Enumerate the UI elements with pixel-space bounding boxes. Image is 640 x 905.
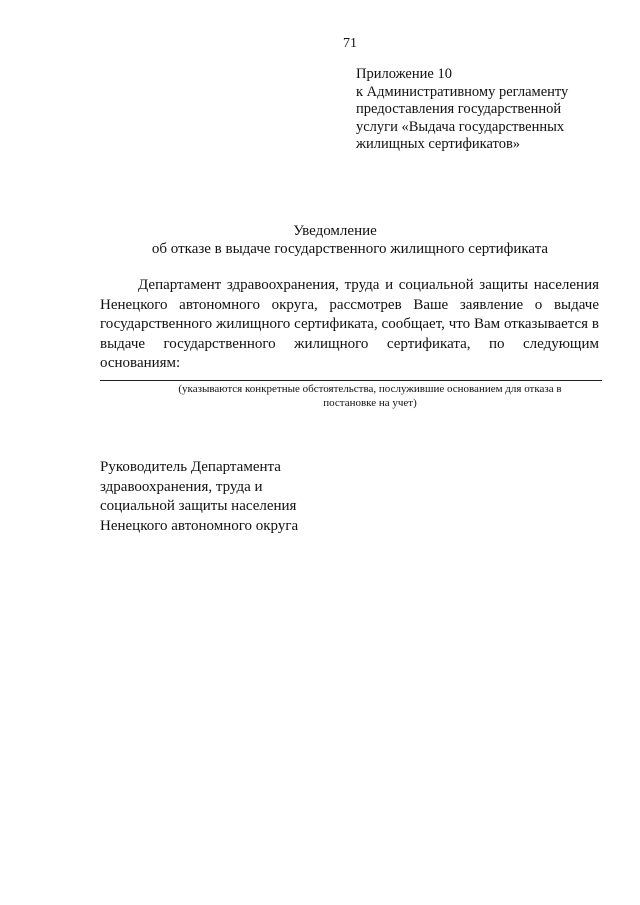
- appendix-line: предоставления государственной: [356, 101, 562, 117]
- fill-in-line: [100, 380, 602, 381]
- fill-in-caption: [150, 383, 590, 410]
- body-paragraph: Департамент здравоохранения, труда и социальной защиты населения Ненецкого автономного округа, рассмотрев Ваше заявление о выдаче государственного жилищного сертификата, сообщает, что Вам отказывается в выдаче государственного жилищного сертификата, по следующим основаниям:: [100, 277, 599, 371]
- document-title: [0, 222, 640, 258]
- caption-line: (указываются конкретные обстоятельства, послужившие основанием для отказа в: [178, 383, 562, 395]
- appendix-block: [356, 66, 626, 154]
- signature-line: здравоохранения, труда и: [100, 478, 263, 495]
- signature-line: Ненецкого автономного округа: [100, 517, 299, 534]
- appendix-line: Приложение 10: [356, 66, 452, 82]
- title-subheading: об отказе в выдаче государственного жилищного сертификата: [151, 241, 549, 257]
- page-number: 71: [343, 36, 357, 51]
- appendix-line: к Административному регламенту: [356, 83, 569, 100]
- caption-line: постановке на учет): [323, 396, 417, 409]
- signature-block: [100, 458, 298, 536]
- signature-line: Руководитель Департамента: [100, 459, 281, 475]
- signature-line: социальной защиты населения: [100, 498, 297, 514]
- appendix-line: жилищных сертификатов»: [356, 136, 521, 152]
- title-heading: Уведомление: [293, 223, 377, 239]
- appendix-line: услуги «Выдача государственных: [356, 118, 565, 135]
